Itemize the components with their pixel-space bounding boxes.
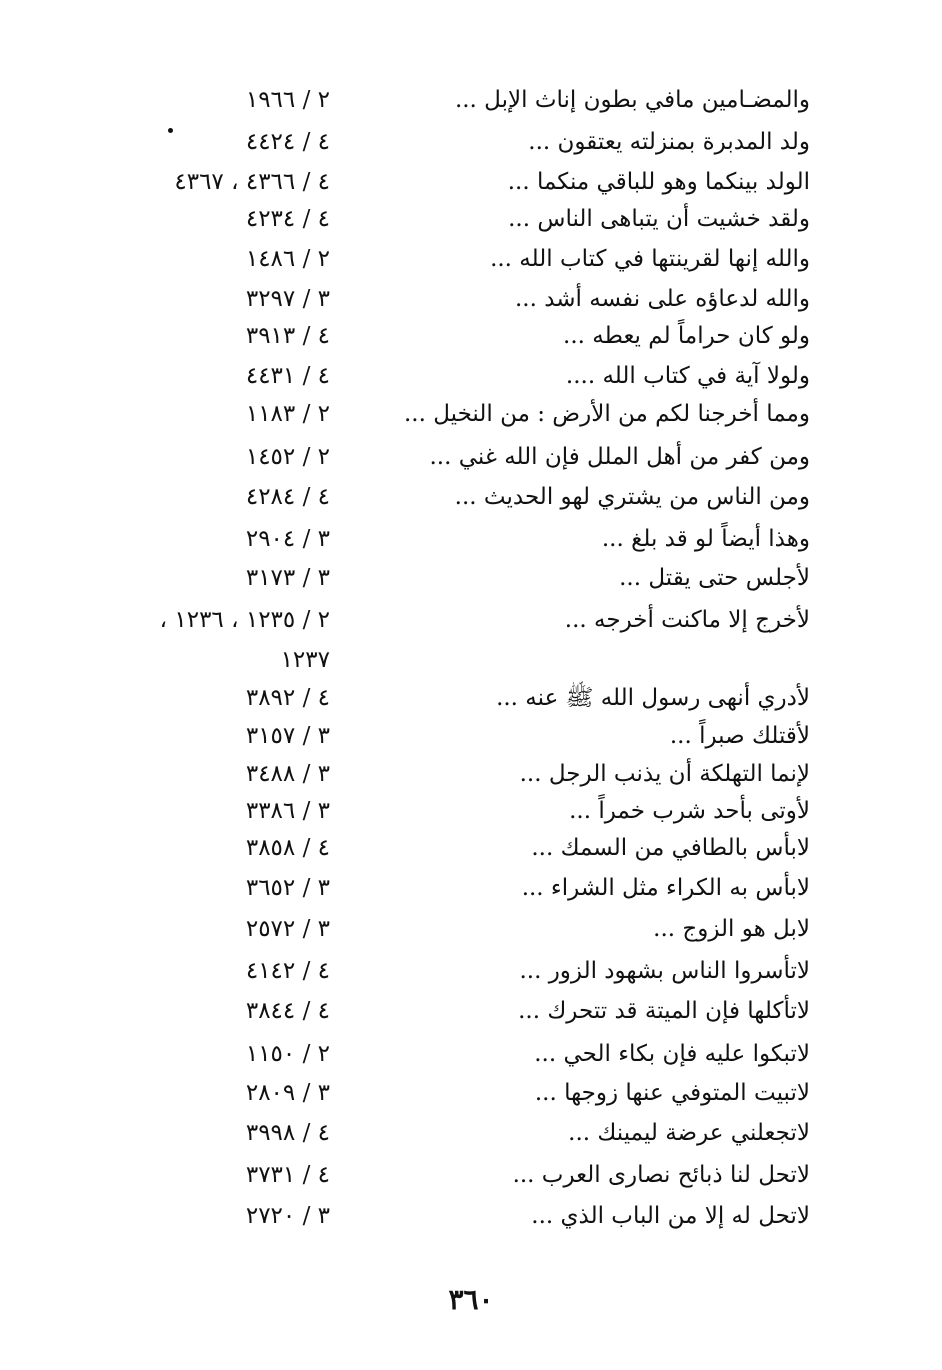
index-entry <box>0 162 942 202</box>
index-entry <box>0 239 942 279</box>
entry-phrase: ولو كان حراماً لم يعطه ... <box>563 323 810 349</box>
index-entry <box>0 1196 942 1236</box>
entry-phrase: لأخرج إلا ماكنت أخرجه ... <box>564 607 810 633</box>
index-entry <box>0 791 942 831</box>
entry-reference: ٢ / ١١٥٠ <box>245 1041 330 1067</box>
entry-phrase: والله لدعاؤه على نفسه أشد ... <box>514 286 810 312</box>
entry-reference: ٤ / ٣٧٣١ <box>245 1162 330 1188</box>
entry-reference: ٢ / ١٢٣٥ ، ١٢٣٦ ، <box>159 607 330 633</box>
entry-phrase: لاتحل لنا ذبائح نصارى العرب ... <box>512 1162 810 1188</box>
entry-reference: ٢ / ١١٨٣ <box>245 401 330 427</box>
index-entry <box>0 80 942 120</box>
entry-phrase: لاتبكوا عليه فإن بكاء الحي ... <box>534 1041 810 1067</box>
entry-reference: ٣ / ٣٦٥٢ <box>245 875 330 901</box>
index-entry <box>0 716 942 756</box>
entry-reference: ٣ / ٣٢٩٧ <box>245 286 330 312</box>
entry-reference: ٤ / ٤٤٢٤ <box>245 129 330 155</box>
entry-reference: ٤ / ٣٨٩٢ <box>245 685 330 711</box>
entry-phrase: ولد المدبرة بمنزلته يعتقون ... <box>528 129 810 155</box>
index-entry <box>0 1155 942 1195</box>
index-entry <box>0 951 942 991</box>
entry-phrase: وهذا أيضاً لو قد بلغ ... <box>601 526 810 552</box>
index-entry <box>0 394 942 434</box>
entry-reference: ٤ / ٤٤٣١ <box>245 363 330 389</box>
entry-reference: ٣ / ٣٣٨٦ <box>245 798 330 824</box>
index-entry <box>0 122 942 162</box>
index-entry <box>0 356 942 396</box>
entry-phrase: والله إنها لقرينتها في كتاب الله ... <box>490 246 810 272</box>
entry-phrase: ولولا آية في كتاب الله .... <box>565 363 810 389</box>
stray-dot-mark <box>168 128 173 133</box>
index-entry <box>0 1034 942 1074</box>
entry-phrase: لاتبيت المتوفي عنها زوجها ... <box>534 1080 810 1106</box>
entry-reference: ٤ / ٤٢٣٤ <box>245 206 330 232</box>
index-entry <box>0 519 942 559</box>
entry-reference: ٣ / ٢٩٠٤ <box>245 526 330 552</box>
entry-phrase: لابأس بالطافي من السمك ... <box>531 835 810 861</box>
entry-phrase: لأجلس حتى يقتل ... <box>619 565 810 591</box>
entry-reference: ٤ / ٣٨٥٨ <box>245 835 330 861</box>
entry-reference: ٢ / ١٩٦٦ <box>245 87 330 113</box>
entry-phrase: لأقتلك صبراً ... <box>669 723 810 749</box>
entry-phrase: لاتأكلها فإن الميتة قد تتحرك ... <box>518 998 810 1024</box>
entry-phrase: ومن الناس من يشتري لهو الحديث ... <box>454 484 810 510</box>
entry-reference: ٣ / ٣١٧٣ <box>245 565 330 591</box>
index-entry <box>0 477 942 517</box>
entry-phrase: ومن كفر من أهل الملل فإن الله غني ... <box>429 444 810 470</box>
entry-reference: ٤ / ٤٣٦٦ ، ٤٣٦٧ <box>174 169 330 195</box>
entry-phrase: لاتحل له إلا من الباب الذي ... <box>531 1203 810 1229</box>
entry-reference: ٤ / ٣٨٤٤ <box>245 998 330 1024</box>
entry-reference: ٤ / ٣٩١٣ <box>245 323 330 349</box>
entry-phrase: لابل هو الزوج ... <box>653 916 810 942</box>
index-entry <box>0 828 942 868</box>
entry-reference: ٢ / ١٤٥٢ <box>245 444 330 470</box>
entry-reference: ٤ / ٤٢٨٤ <box>245 484 330 510</box>
entry-phrase: والمضـامين مافي بطون إناث الإبل ... <box>454 87 810 113</box>
index-entry <box>0 600 942 640</box>
index-entry <box>0 1113 942 1153</box>
entry-phrase: الولد بينكما وهو للباقي منكما ... <box>507 169 810 195</box>
entry-phrase: لإنما التهلكة أن يذنب الرجل ... <box>519 761 810 787</box>
index-entry <box>0 909 942 949</box>
entry-reference: ٣ / ٣١٥٧ <box>245 723 330 749</box>
index-entry <box>0 316 942 356</box>
entry-phrase: لأدري أنهى رسول الله ﷺ عنه ... <box>496 685 810 711</box>
entry-phrase: ومما أخرجنا لكم من الأرض : من النخيل ... <box>403 401 810 427</box>
entry-phrase: لاتجعلني عرضة ليمينك ... <box>568 1120 810 1146</box>
entry-reference-continuation: ١٢٣٧ <box>280 647 330 673</box>
page-number: ٣٦٠ <box>448 1283 494 1316</box>
entry-reference: ٤ / ٣٩٩٨ <box>245 1120 330 1146</box>
entry-phrase: ولقد خشيت أن يتباهى الناس ... <box>508 206 810 232</box>
entry-reference: ٤ / ٤١٤٢ <box>245 958 330 984</box>
entry-reference: ٣ / ٣٤٨٨ <box>245 761 330 787</box>
entry-reference: ٣ / ٢٥٧٢ <box>245 916 330 942</box>
index-entry <box>0 678 942 718</box>
entry-reference: ٣ / ٢٨٠٩ <box>245 1080 330 1106</box>
entry-reference: ٢ / ١٤٨٦ <box>245 246 330 272</box>
index-entry <box>0 199 942 239</box>
index-entry <box>0 437 942 477</box>
index-entry <box>0 754 942 794</box>
index-entry <box>0 1073 942 1113</box>
index-entry <box>0 279 942 319</box>
index-entry <box>0 991 942 1031</box>
entry-reference: ٣ / ٢٧٢٠ <box>245 1203 330 1229</box>
entry-phrase: لابأس به الكراء مثل الشراء ... <box>521 875 810 901</box>
entry-phrase: لاتأسروا الناس بشهود الزور ... <box>519 958 810 984</box>
index-entry <box>0 558 942 598</box>
entry-phrase: لأوتى بأحد شرب خمراً ... <box>569 798 810 824</box>
index-entry <box>0 868 942 908</box>
